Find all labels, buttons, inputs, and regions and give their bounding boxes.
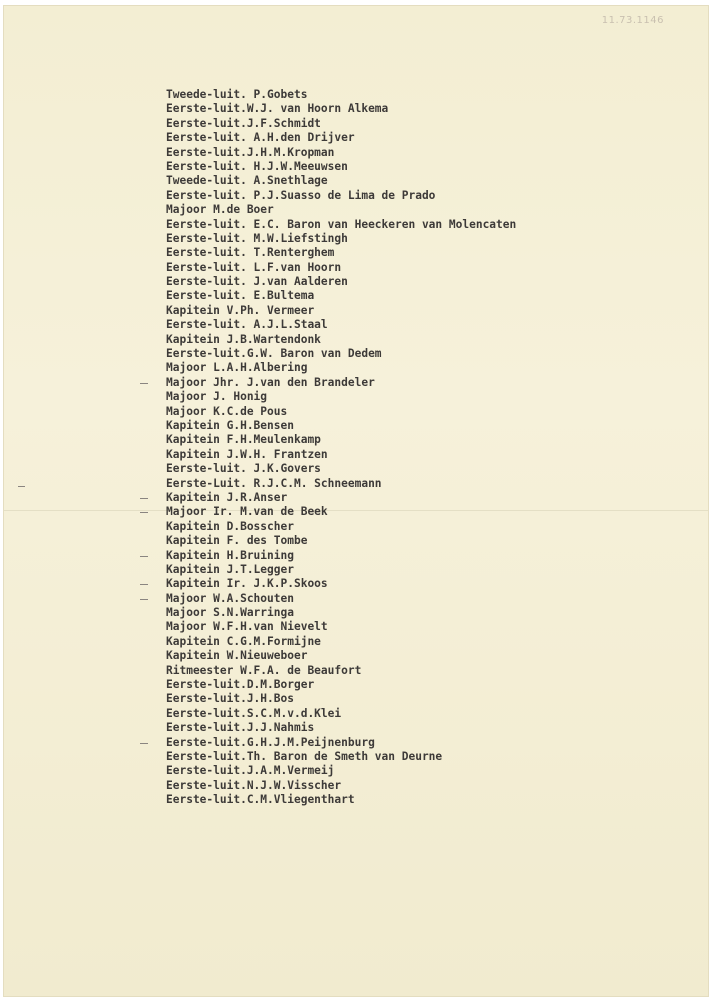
name-entry-text: Eerste-luit.J.J.Nahmis (166, 721, 315, 735)
name-entry-text: Eerste-luit. A.J.L.Staal (166, 318, 328, 332)
name-entry-text: Eerste-luit.W.J. van Hoorn Alkema (166, 102, 389, 116)
name-entry (166, 102, 516, 116)
name-entry (166, 721, 516, 735)
name-entry-text: Kapitein G.H.Bensen (166, 418, 294, 432)
name-entry (166, 477, 516, 491)
name-entry (166, 433, 516, 447)
name-entry-text: Kapitein W.Nieuweboer (166, 649, 308, 663)
pencil-tick-mark (140, 743, 148, 744)
name-entry-text: Kapitein C.G.M.Formijne (166, 634, 321, 648)
name-entry (166, 606, 516, 620)
name-entry-text: Eerste-luit. A.H.den Drijver (166, 131, 355, 145)
name-entry-text: Eerste-luit.S.C.M.v.d.Klei (166, 706, 342, 720)
name-entry (166, 390, 516, 404)
pencil-tick-mark (140, 556, 148, 557)
name-entry-text: Tweede-luit. P.Gobets (166, 88, 308, 101)
name-entry-text: Eerste-luit.J.A.M.Vermeij (166, 764, 335, 778)
name-entry (166, 405, 516, 419)
name-entry-text: Eerste-luit.N.J.W.Visscher (166, 778, 342, 792)
name-entry (166, 203, 516, 217)
name-entry (166, 117, 516, 131)
name-entry (166, 333, 516, 347)
name-entry (166, 146, 516, 160)
pencil-tick-mark (140, 498, 148, 499)
name-entry (166, 246, 516, 260)
name-entry-text: Eerste-luit.G.H.J.M.Peijnenburg (166, 735, 375, 749)
name-entry-text: Kapitein F.H.Meulenkamp (166, 433, 321, 447)
name-entry (166, 592, 516, 606)
name-entry (166, 376, 516, 390)
name-entry-text: Kapitein H.Bruining (166, 548, 294, 562)
name-entry-text: Tweede-luit. A.Snethlage (166, 174, 328, 188)
name-entry (166, 707, 516, 721)
name-entry (166, 131, 516, 145)
name-entry (166, 218, 516, 232)
name-entry-text: Eerste-luit.C.M.Vliegenthart (166, 793, 355, 807)
name-entry-text: Majoor W.A.Schouten (166, 591, 294, 605)
name-entry-text: Eerste-luit. E.C. Baron van Heeckeren van Molencaten (166, 217, 517, 231)
name-entry (166, 275, 516, 289)
name-entry (166, 549, 516, 563)
name-entry (166, 563, 516, 577)
name-entry (166, 261, 516, 275)
name-entry (166, 491, 516, 505)
name-entry-text: Eerste-luit. T.Renterghem (166, 246, 335, 260)
pencil-tick-mark (140, 599, 148, 600)
name-entry-text: Kapitein F. des Tombe (166, 534, 308, 548)
name-entry-text: Majoor L.A.H.Albering (166, 361, 308, 375)
name-entry (166, 304, 516, 318)
name-entry-text: Eerste-Luit. R.J.C.M. Schneemann (166, 476, 382, 490)
name-entry (166, 232, 516, 246)
name-entry-text: Majoor W.F.H.van Nievelt (166, 620, 328, 634)
name-entry (166, 462, 516, 476)
name-entry (166, 736, 516, 750)
name-entry-text: Eerste-luit.J.F.Schmidt (166, 116, 321, 130)
name-entry (166, 448, 516, 462)
pencil-tick-mark (140, 584, 148, 585)
document-page (4, 6, 708, 996)
pencil-tick-mark (140, 383, 148, 384)
name-entry (166, 750, 516, 764)
name-entry (166, 318, 516, 332)
name-entry (166, 534, 516, 548)
name-entry (166, 664, 516, 678)
name-entry (166, 764, 516, 778)
name-entry-text: Eerste-luit.J.H.M.Kropman (166, 145, 335, 159)
name-entry-text: Kapitein J.T.Legger (166, 562, 294, 576)
name-entry-text: Eerste-luit. J.van Aalderen (166, 275, 348, 289)
name-entry-text: Majoor S.N.Warringa (166, 606, 294, 620)
name-entry (166, 419, 516, 433)
name-entry-text: Majoor Jhr. J.van den Brandeler (166, 375, 375, 389)
name-entry (166, 520, 516, 534)
name-entry-text: Majoor Ir. M.van de Beek (166, 505, 328, 519)
name-entry-text: Kapitein J.R.Anser (166, 490, 288, 504)
name-entry-text: Majoor J. Honig (166, 390, 268, 404)
name-entry-text: Majoor M.de Boer (166, 203, 274, 217)
name-entry-text: Eerste-luit.D.M.Borger (166, 678, 315, 692)
margin-pencil-mark (18, 486, 25, 487)
officer-name-list (166, 88, 516, 808)
name-entry (166, 779, 516, 793)
name-entry-text: Eerste-luit.Th. Baron de Smeth van Deurne (166, 749, 443, 763)
name-entry (166, 620, 516, 634)
pencil-tick-mark (140, 512, 148, 513)
name-entry (166, 160, 516, 174)
name-entry-text: Eerste-luit. E.Bultema (166, 289, 315, 303)
name-entry-text: Eerste-luit. P.J.Suasso de Lima de Prado (166, 188, 436, 202)
name-entry-text: Kapitein Ir. J.K.P.Skoos (166, 577, 328, 591)
archive-number: 11.73.1146 (601, 15, 664, 26)
name-entry (166, 505, 516, 519)
name-entry-text: Eerste-luit.J.H.Bos (166, 692, 294, 706)
name-entry (166, 189, 516, 203)
name-entry (166, 635, 516, 649)
name-entry-text: Eerste-luit. H.J.W.Meeuwsen (166, 159, 348, 173)
name-entry-text: Kapitein V.Ph. Vermeer (166, 303, 315, 317)
name-entry-text: Eerste-luit. L.F.van Hoorn (166, 260, 342, 274)
name-entry-text: Ritmeester W.F.A. de Beaufort (166, 663, 362, 677)
name-entry (166, 88, 516, 102)
name-entry-text: Eerste-luit.G.W. Baron van Dedem (166, 347, 382, 361)
name-entry (166, 678, 516, 692)
name-entry (166, 692, 516, 706)
name-entry-text: Eerste-luit. M.W.Liefstingh (166, 231, 348, 245)
name-entry-text: Kapitein J.W.H. Frantzen (166, 447, 328, 461)
name-entry-text: Kapitein J.B.Wartendonk (166, 332, 321, 346)
name-entry-text: Majoor K.C.de Pous (166, 404, 288, 418)
name-entry (166, 577, 516, 591)
name-entry (166, 289, 516, 303)
name-entry (166, 347, 516, 361)
name-entry-text: Kapitein D.Bosscher (166, 519, 294, 533)
name-entry (166, 361, 516, 375)
name-entry (166, 793, 516, 807)
name-entry-text: Eerste-luit. J.K.Govers (166, 462, 321, 476)
name-entry (166, 649, 516, 663)
name-entry (166, 174, 516, 188)
